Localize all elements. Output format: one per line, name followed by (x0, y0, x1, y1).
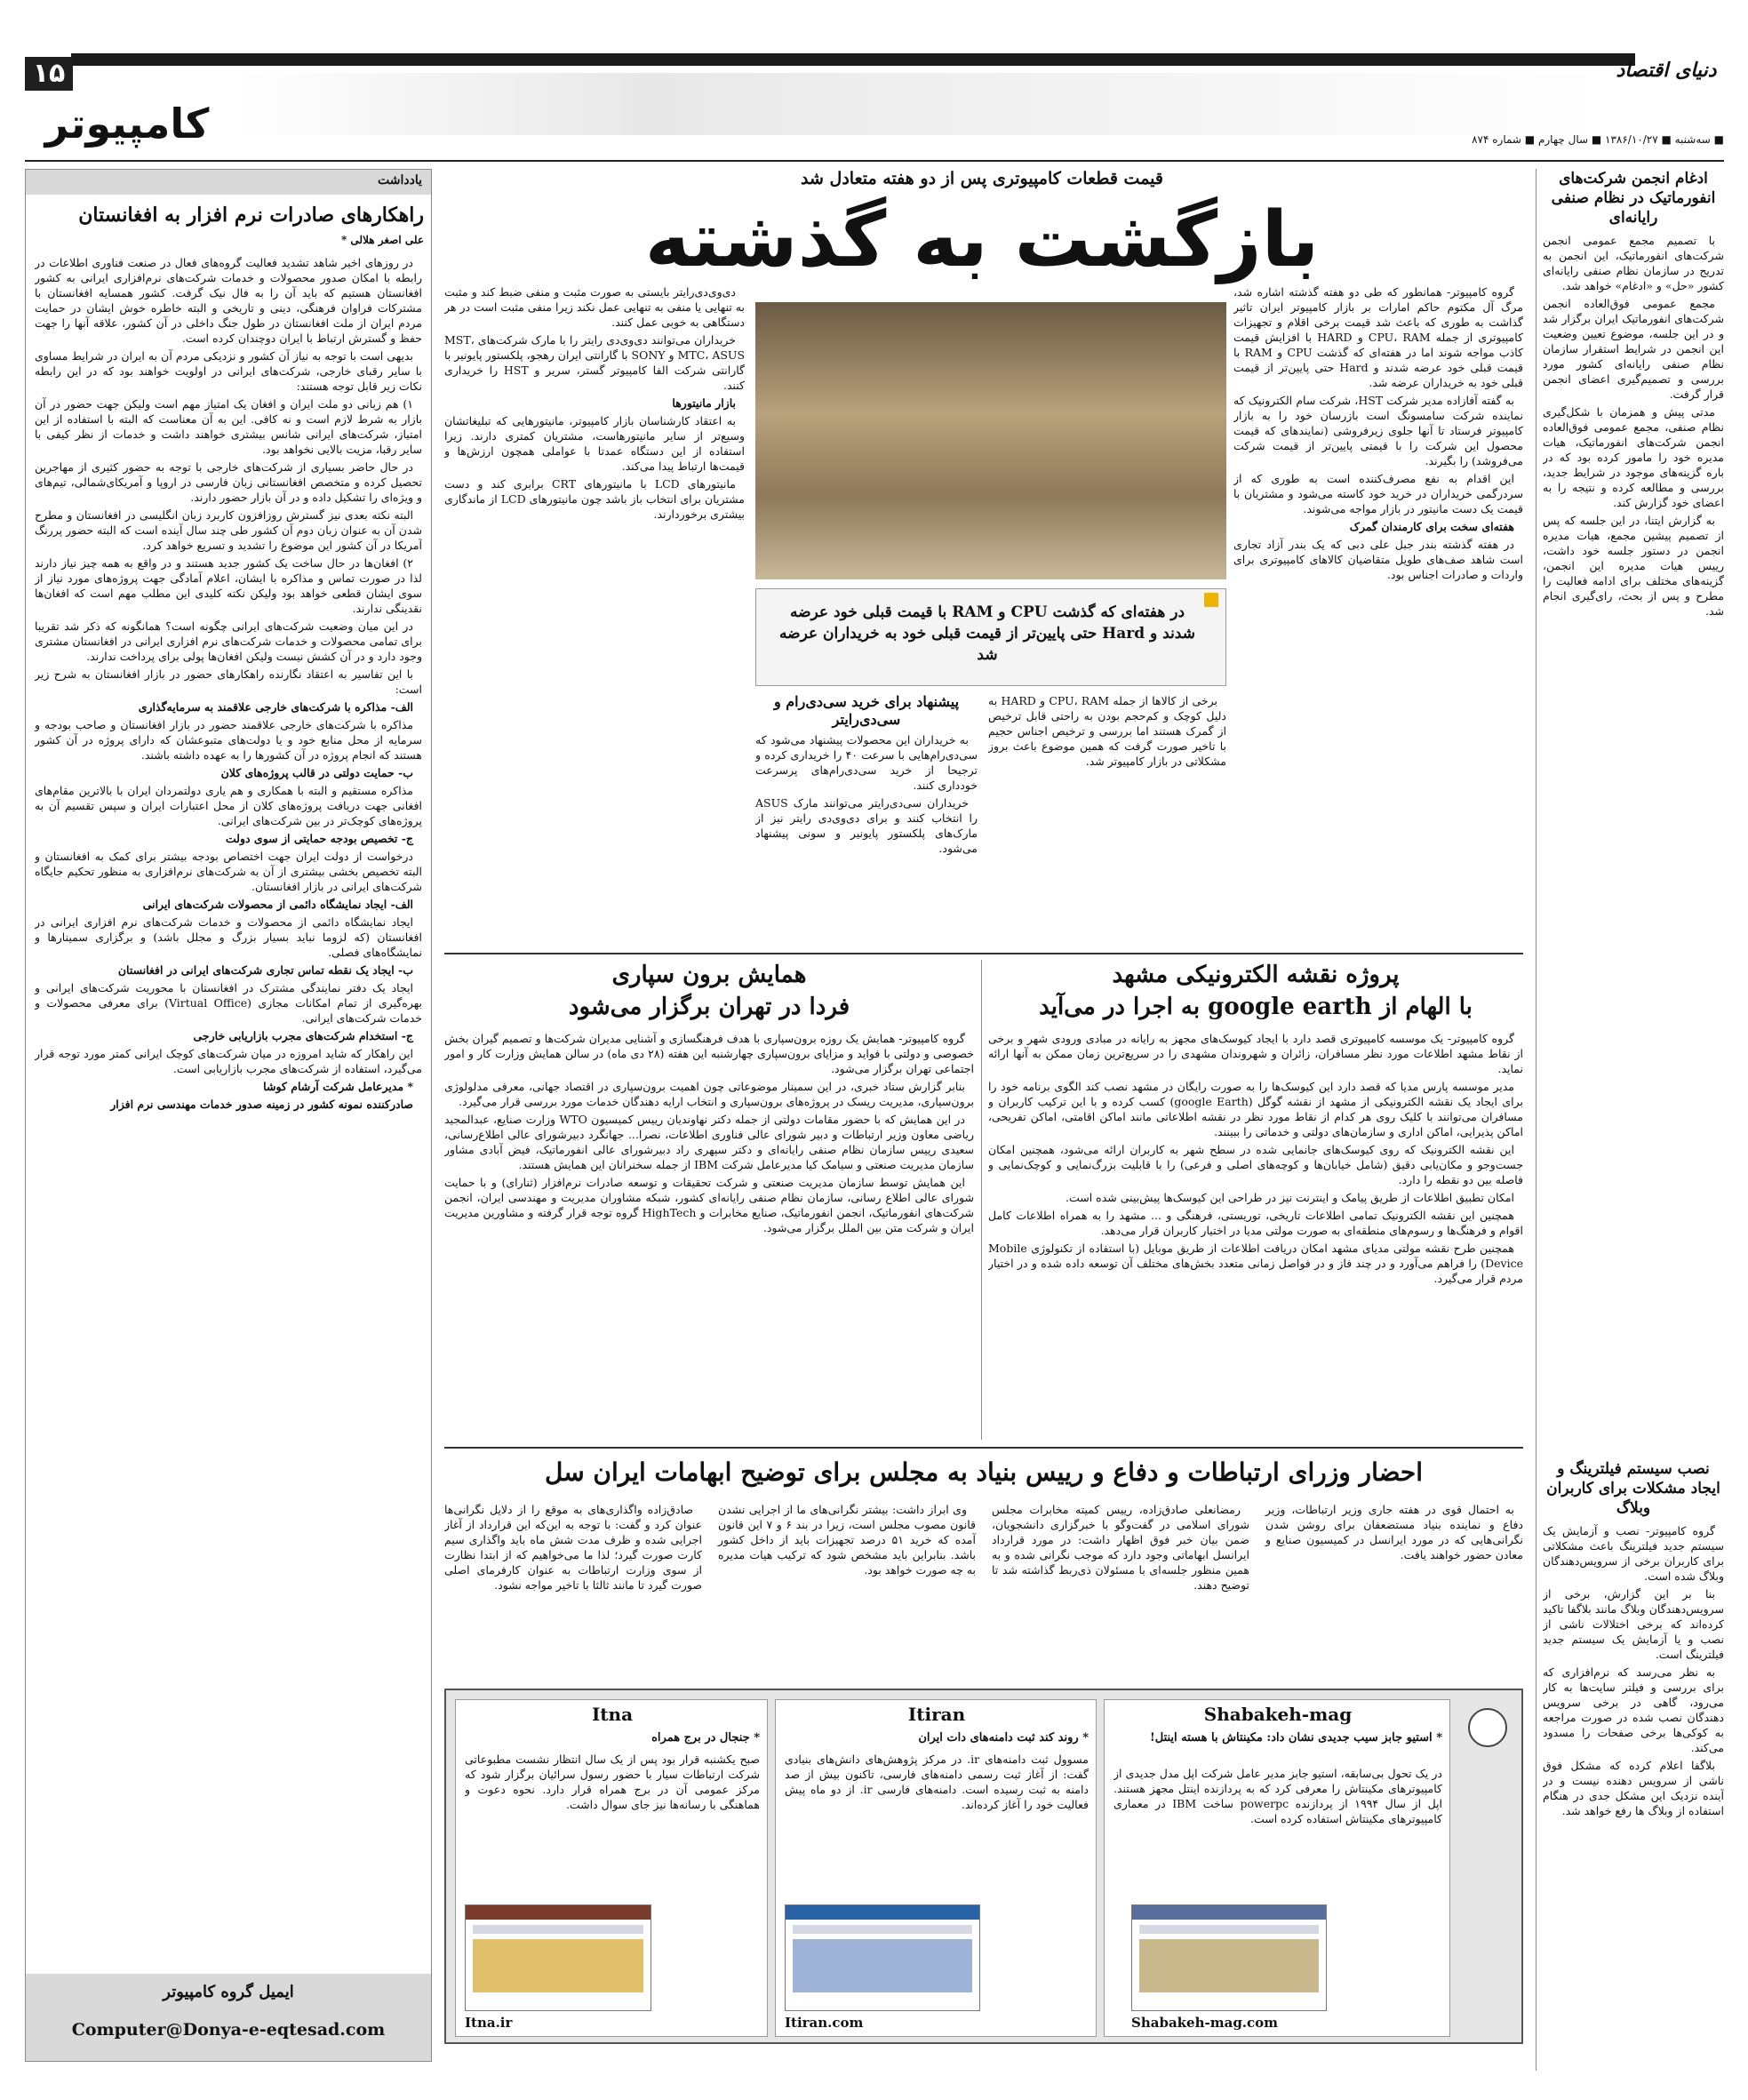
pullquote-box: در هفته‌ای که گذشت CPU و RAM با قیمت قبلی خود عرضه شدند و Hard حتی پایین‌تر از قیمت قبلی خود به خریداران عرضه شد (755, 588, 1226, 686)
news-source-name: Itiran (907, 1704, 966, 1725)
news-source-url[interactable]: Itiran.com (785, 2015, 864, 2031)
world-map-banner (235, 73, 1604, 135)
subhead: الف- مذاکره با شرکت‌های خارجی علاقمند به سرمایه‌گذاری (138, 700, 413, 714)
news-item-title: * استیو جابز سیب جدیدی نشان داد: مکینتاش با هسته اینتل! (1150, 1731, 1442, 1745)
pullquote-marker (1204, 593, 1218, 607)
subhead: بازار مانیتورها (672, 396, 736, 410)
dateline: ■ سه‌شنبه ■ ۱۳۸۶/۱۰/۲۷ ■ سال چهارم ■ شماره ۸۷۴ (1472, 133, 1724, 146)
news-source-url[interactable]: Itna.ir (465, 2015, 513, 2031)
column-body: در روزهای اخیر شاهد تشدید فعالیت گروه‌های فعال در صنعت فناوری اطلاعات در رابطه با امکان صدور محصولات و خدمات شرکت‌های نرم‌افزاری ایرانی به کشور افغانستان هستیم که باید آن را به فال نیک گرفت. کشور همسایه افغانستان با مشترکات فراوان فرهنگی، دینی و تاریخی و البته خاطره خوش ایشان در حمایت مردم ایران از ملت افغانستان در طول جنگ داخلی در آن کشور، علاقه آنها را جهت حفظ و گسترش ارتباط با ایران دوچندان کرده است. بدیهی است با توجه به نیاز آن کشور و نزدیکی مردم آن به ایران در شرایط مساوی با سایر رقبای خارجی، شرکت‌های ایرانی در اولویت خواهند بود که در این رابطه نکات زیر قابل توجه هستند: ۱) هم زبانی دو ملت ایران و افغان یک امتیاز مهم است ولیکن جهت حضور در آن بازار به شرط لازم است و نه کافی. این به آن معناست که البته با استفاده از این امتیاز، شرکت‌های ایرانی شانس بیشتری خواهند داشت و خدمات از نظر کیفی با سایر رقبا، مزیت بالایی نخواهد بود. در حال حاضر بسیاری از شرکت‌های خارجی با توجه به حضور کثیری از مهاجرین تحصیل کرده و متخصص افغانستانی زبان فارسی در اروپا و آمریکای‌شمالی، تیم‌های و ویژه‌ای را تشکیل داده و در آن بازار حضور دارند. البته نکته بعدی نیز گسترش روزافزون کاربرد زبان انگلیسی در افغانستان و مطرح شدن آن به عنوان زبان دوم آن کشور طی چند سال آینده است که البته حضور پررنگ آمریکا در آن کشور این موضوع را تشدید و تسریع خواهد کرد. ۲) افغان‌ها در حال ساخت یک کشور جدید هستند و در واقع به همه چیز نیاز دارند لذا در صورت تماس و مذاکره با ایشان، اعلام آمادگی جهت پروژه‌های مورد نیاز از سوی ایشان قطعی خواهد بود ولیکن نکته کلیدی این مطلب مهم است که افغان‌ها نقدینگی ندارند. در این میان وضعیت شرکت‌های ایرانی چگونه است؟ همانگونه که ذکر شد تقریبا برای تمامی محصولات و خدمات شرکت‌های نرم افزاری ایرانی در افغانستان مشتری وجود دارد و در آن کشش نیست ولیکن افغان‌ها پولی برای پرداخت ندارند. با این تفاسیر به اعتقاد نگارنده راهکارهای حضور در بازار افغانستان به شرح زیر است: الف- مذاکره با شرکت‌های خارجی علاقمند به سرمایه‌گذاری مذاکره با شرکت‌های خارجی علاقمند حضور در بازار افغانستان و صاحب بودجه و سرمایه از محل منابع خود و یا دولت‌های متبوعشان که دارای پروژه در آن کشور هستند که انجام پروژه در آن کشورها را به عهده داشته باشند. ب- حمایت دولتی در قالب پروژه‌های کلان مذاکره مستقیم و البته با همکاری و هم یاری دولتمردان ایران با بالاترین مقام‌های افغانی جهت دریافت پروژه‌های کلان از محل اعتبارات ایران و سپس تقسیم آن به پروژه‌های کوچک‌تر در بین شرکت‌های ایرانی. ج- تخصیص بودجه حمایتی از سوی دولت درخواست از دولت ایران جهت اختصاص بودجه بیشتر برای کمک به افغانستان و البته تخصیص بخشی بیشتری از آن به شرکت‌های نرم‌افزاری به منظور تحکیم جایگاه شرکت‌های ایرانی در بازار افغانستان. الف- ایجاد نمایشگاه دائمی از محصولات شرکت‌های ایرانی ایجاد نمایشگاه دائمی از محصولات و خدمات شرکت‌های نرم افزاری ایرانی در افغانستان (که لزوما نباید بسیار بزرگ و مجلل باشد) و برگزاری سمینارها و نمایشگاه‌های فصلی. ب- ایجاد یک نقطه تماس تجاری شرکت‌های ایرانی در افغانستان ایجاد یک دفتر نمایندگی مشترک در افغانستان با محوریت شرکت‌های ایرانی و بهره‌گیری از تمام امکانات مجازی (Virtual Office) برای معرفی محصولات و خدمات شرکت‌های ایرانی. ج- استخدام شرکت‌های مجرب بازاریابی خارجی این راهکار که شاید امروزه در میان شرکت‌های کوچک ایرانی کمتر مورد توجه قرار می‌گیرد، استفاده از شرکت‌های مجرب بازاریابی است. * مدیرعامل شرکت آرشام کوشا صادرکننده نمونه کشور در زمینه صدور خدمات مهندسی نرم افزار (35, 256, 422, 1111)
main-col-2b: پیشنهاد برای خرید سی‌دی‌رام و سی‌دی‌رایتر به خریداران این محصولات پیشنهاد می‌شود که سی‌دی‌رام‌هایی با سرعت ۴۰ را خریداری کرده و ترجیحا از خرید سی‌دی‌رام‌های پرسرعت خودداری کنند. خریداران سی‌دی‌رایتر می‌توانند مارک ASUS را انتخاب کنند و برای دی‌وی‌دی رایتر نیز از مارک‌های پلکستور پایونیر و سونی پیشنهاد می‌شود. (755, 693, 978, 855)
subhead: الف- ایجاد نمایشگاه دائمی از محصولات شرکت‌های ایرانی (142, 898, 413, 911)
news-item-title: * روند کند ثبت دامنه‌های دات ایران (918, 1731, 1089, 1745)
main-col-1: گروه کامپیوتر- همانطور که طی دو هفته گذشته اشاره شد، مرگ آل مکتوم حاکم امارات بر بازار کامپیوتر ایران تاثیر گذاشت به طوری که باعث شد قیمت برخی اقلام و تجهیزات کامپیوتری از جمله CPU، RAM و HARD با افزایش قیمت کاذب مواجه شوند اما در هفته‌ای که گذشت CPU و RAM با قیمت قبلی خود عرضه شدند و Hard حتی پایین‌تر از قیمت قبلی خود به خریداران عرضه شد. به گفته آفازاده مدیر شرکت HST، شرکت سام الکترونیک که نماینده شرکت سامسونگ است بازرسان خود را به بازار کامپیوتر فرستاد تا آنها جلوی زیرفروشی (نمایندهای که قیمت محصول این شرکت را با قیمتی پایین‌تر از قیمت شرکت می‌فروشد) را بگیرند. این اقدام به نفع مصرف‌کننده است به طوری که از سردرگمی خریداران در خرید خود کاسته می‌شود و مشتریان با قیمت یک دست مانیتور در بازار مواجه می‌شوند. هفته‌ای سخت برای کارمندان گمرک در هفته گذشته بندر جبل علی دبی که یک بندر آزاد تجاری است شاهد صف‌های طویل متقاضیان کالاهای کامپیوتری برای واردات و صادرات اجناس بود. (1233, 285, 1523, 581)
news-source-name: Shabakeh-mag (1203, 1704, 1353, 1725)
news-item-shabakeh (1104, 1699, 1450, 2037)
column-author: علی اصغر هلالی * (340, 234, 424, 246)
subhead: پیشنهاد برای خرید سی‌دی‌رام و سی‌دی‌رایتر (773, 693, 960, 728)
email-box (26, 1974, 431, 2061)
globe-icon (1468, 1708, 1507, 1747)
subhead: ب- ایجاد یک نقطه تماس تجاری شرکت‌های ایرانی در افغانستان (117, 963, 413, 977)
website-screenshot (1131, 1904, 1327, 2011)
subhead: هفته‌ای سخت برای کارمندان گمرک (1349, 520, 1514, 533)
right-story-title: ادغام انجمن شرکت‌های انفورماتیک در نظام صنفی رایانه‌ای (1551, 170, 1716, 227)
market-photo (755, 302, 1226, 579)
page-number-badge: ۱۵ (25, 57, 73, 91)
section-title: کامپیوتر (44, 100, 210, 148)
column-title: راهکارهای صادرات نرم افزار به افغانستان (78, 204, 424, 227)
subhead: ج- استخدام شرکت‌های مجرب بازاریابی خارجی (193, 1029, 413, 1042)
ministers-headline: احضار وزرای ارتباطات و دفاع و رییس بنیاد به مجلس برای توضیح ابهامات ایران سل (545, 1457, 1423, 1487)
subhead: ج- تخصیص بودجه حمایتی از سوی دولت (225, 832, 413, 845)
column-label-bar (26, 170, 431, 195)
news-item-itna (455, 1699, 768, 2037)
main-headline: بازگشت به گذشته (644, 196, 1320, 284)
right-story-body: با تصمیم مجمع عمومی انجمن شرکت‌های انفورماتیک، این انجمن به تدریج در سازمان نظام صنفی رایانه‌ای کشور «حل» و «ادغام» خواهد شد. مجمع عمومی فوق‌العاده انجمن شرکت‌های انفورماتیک ایران برگزار شد و در این جلسه، موضوع تعیین وضعیت این انجمن در شرایط استقرار سازمان نظام صنفی رایانه‌ای کشور مورد بررسی و تصمیم‌گیری اعضای انجمن قرار گرفت. مدتی پیش و همزمان با شکل‌گیری نظام صنفی، مجمع عمومی فوق‌العاده انجمن شرکت‌های انفورماتیک، هیات مدیره خود را مامور کرده بود که در باره گزینه‌های موجود در شرایط جدید، بررسی و مطالعه کرده و نتیجه را به اعضای خود گزارش کند. به گزارش ایتنا، در این جلسه که پس از تصمیم پیشین مجمع، هیات مدیره انجمن در دستور جلسه خود داشت، رییس هیات مدیره این انجمن، گزینه‌های مختلف برای ادامه فعالیت را مطرح و پس از بحث، رای‌گیری انجام شد. (1543, 234, 1724, 618)
website-screenshot (785, 1904, 980, 2011)
news-source-url[interactable]: Shabakeh-mag.com (1131, 2015, 1279, 2031)
author-note: * مدیرعامل شرکت آرشام کوشا (263, 1080, 413, 1093)
news-item-title: * جنجال در برج همراه (651, 1731, 760, 1745)
news-box (444, 1689, 1523, 2044)
outsourcing-headline-1: همایش برون سپاری (611, 962, 807, 988)
news-source-name: Itna (591, 1704, 634, 1725)
mashhad-headline-1: پروژه نقشه الکترونیکی مشهد (1112, 962, 1400, 988)
newspaper-logo: دنیای اقتصاد (1616, 59, 1717, 82)
main-col-3: دی‌وی‌دی‌رایتر بایستی به صورت مثبت و منفی ضبط کند و مثبت به تنهایی یا منفی به تنهایی عمل نکند زیرا منفی مثبت است در هر دستگاهی به خوبی عمل کنند. خریداران می‌توانند دی‌وی‌دی رایتر را با مارک شرکت‌های MST، MTC، ASUS و SONY با گارانتی ایران رهجو، پلکستور پایونیر با گارانتی شرکت الفا کامپیوتر گستر، سریر و HST را خریداری کنند. بازار مانیتورها به اعتقاد کارشناسان بازار کامپیوتر، مانیتورهایی که تبلیغاتشان وسیع‌تر از سایر مانیتورهاست، مشتریان کمتری دارند. زیرا استفاده از این دستگاه عمدتا با عواملی همچون ارزش‌ها و قیمت‌ها ارتباط پیدا می‌کند. مانیتورهای LCD با مانیتورهای CRT برابری کند و دست مشتریان برای انتخاب باز باشد چون مانیتورهای LCD از ماندگاری بیشتری برخوردارند. (444, 285, 745, 521)
main-col-2: برخی از کالاها از جمله CPU، RAM و HARD به دلیل کوچک و کم‌حجم بودن به راحتی قابل ترخیص از گمرک هستند اما بررسی و ترخیص اجناس حجیم با تاخیر صورت گرفت که همین موضوع باعث بروز مشکلاتی در بازار کامپیوتر شد. (988, 694, 1226, 768)
top-rule (71, 53, 1635, 66)
right-story2-body: گروه کامپیوتر- نصب و آزمایش یک سیستم جدید فیلترینگ باعث مشکلاتی برای کاربران برخی از سرویس‌دهندگان وبلاگ شده است. بنا بر این گزارش، برخی از سرویس‌دهندگان وبلاگ مانند بلاگفا تاکید کرده‌اند که برخی اختلالات ناشی از نصب و یا آزمایش یک سیستم جدید فیلترینگ است. به نظر می‌رسد که نرم‌افزاری که برای بررسی و فیلتر سایت‌ها به کار می‌رود، گاهی در برخی سرویس دهندگان نصب شده در صورت مراجعه به کوکی‌ها برخی صفحات را مسدود می‌کند. بلاگفا اعلام کرده که مشکل فوق ناشی از سرویس دهنده نیست و در آینده نزدیک این مشکل جدی در هنگام استفاده از وبلاگ ها رفع خواهد شد. (1543, 1524, 1724, 1817)
outsourcing-headline-2: فردا در تهران برگزار می‌شود (568, 994, 850, 1020)
news-item-text: در یک تحول بی‌سابقه، استیو جابز مدیر عامل شرکت اپل مدل جدیدی از کامپیوترهای مکینتاش را معرفی کرد که به پردازنده اینتل مجهز هستند. اپل از سال ۱۹۹۴ از پردازنده powerpc ساخت IBM در معماری کامپیوترهای مکینتاش استفاده کرده است. (1113, 1767, 1442, 1825)
author-note-detail: صادرکننده نمونه کشور در زمینه صدور خدمات مهندسی نرم افزار (110, 1098, 413, 1111)
mashhad-headline-2: با الهام از google earth به اجرا در می‌آید (1039, 994, 1473, 1020)
news-item-text: صبح یکشنبه قرار بود پس از یک سال انتظار نشست مطبوعاتی شرکت ارتباطات سیار با حضور رسول سرائیان برگزار شود که مرکز عمومی آن در برج همراه قرار دارد. نحوه دعوت و هماهنگی با رسانه‌ها نیز جای سوال داشت. (465, 1753, 760, 1811)
mashhad-body: گروه کامپیوتر- یک موسسه کامپیوتری قصد دارد با ایجاد کیوسک‌های مجهز به رایانه در مبادی ورودی شهر و برخی از نقاط مشهد اطلاعات مورد نظر مسافران، زائران و شهروندان مشهدی را در سریع‌ترین زمان ممکن به آنها ارائه نماید. مدیر موسسه پارس مدیا که قصد دارد این کیوسک‌ها را به صورت رایگان در مشهد نصب کند الگوی برنامه خود را برای ایجاد یک نقشه الکترونیکی از مشهد از نقشه گوگل (google Earth) کسب کرده و با این ترکیب کاربران و مسافران می‌توانند با کلیک روی هر کدام از نقاط مورد نظر در نقشه اطلاعاتی مانند اماکن اقامتی، اماکن تفریحی، اماکن پذیرایی، اماکن اداری و سازمان‌های دولتی و خدماتی را ببینند. این نقشه الکترونیک که روی کیوسک‌های جانمایی شده در سطح شهر به کاربران ارائه می‌شود، همچنین امکان جست‌وجو و مکان‌یابی دقیق (شامل خیابان‌ها و کوچه‌های اصلی و فرعی) را با قابلیت بزرگ‌نمایی و کوچک‌نمایی و فاصله بین دو نقطه را دارد. امکان تطبیق اطلاعات از طریق پیامک و اینترنت نیز در طراحی این کیوسک‌ها پیش‌بینی شده است. همچنین این نقشه الکترونیک تمامی اطلاعات تاریخی، توریستی، فرهنگی و ... مشهد را به همراه اطلاعات کامل اقوام و فرهنگ‌ها و رسوم‌های منطقه‌ای به صورت مولتی مدیا در اختیار کاربران قرار می‌دهد. همچنین طرح نقشه مولتی مدیای مشهد امکان دریافت اطلاعات از طریق موبایل (با استفاده از تکنولوژی Mobile Device) را فراهم می‌آورد و در چند فاز و در فواصل زمانی متعدد بخش‌های مختلف آن توسعه داده شده و در اختیار مردم قرار می‌گیرد. (988, 1032, 1523, 1285)
ministers-body: به احتمال قوی در هفته جاری وزیر ارتباطات، وزیر دفاع و نماینده بنیاد مستضعفان برای روشن شدن نگرانی‌هایی که در مورد ایرانسل در کمیسیون صنایع و معادن حضور خواهند یافت. رمضانعلی صادق‌زاده، رییس کمیته مخابرات مجلس شورای اسلامی در گفت‌وگو با خبرگزاری دانشجویان، ضمن بیان خبر فوق اظهار داشت: در مورد قرارداد ایرانسل ابهاماتی وجود دارد که موجب نگرانی شده و به همین منظور جلسه‌ای با مسئولان ذی‌ربط گذاشته شد تا توضیح دهند. وی ابراز داشت: بیشتر نگرانی‌های ما از اجرایی نشدن قانون مصوب مجلس است، زیرا در بند ۶ و ۷ این قانون آمده که خرید ۵۱ درصد تجهیزات باید از داخل کشور باشد. بنابراین باید مشخص شود که ترکیب هیات مدیره به چه صورت خواهد بود. صادق‌زاده واگذاری‌های به موقع را از دلایل نگرانی‌ها عنوان کرد و گفت: با توجه به این‌که این قرارداد از آغاز اجرایی شده و ظرف مدت شش ماه باید واگذاری سیم کارت صورت گیرد؛ لذا ما می‌خواهیم که از ابتدا نظارت از سوی وزارت ارتباطات به عنوان کارفرمای اصلی صورت گیرد تا مانند ثالثا با تاخیر مواجه نشود. (444, 1503, 1523, 1592)
email-address[interactable]: Computer@Donya-e-eqtesad.com (71, 2020, 386, 2040)
right-column (1543, 169, 1724, 2071)
outsourcing-body: گروه کامپیوتر- همایش یک روزه برون‌سپاری با هدف فرهنگسازی و آشنایی مدیران شرکت‌ها و تصمیم گیران بخش خصوصی و دولتی با فواید و مزایای برون‌سپاری چهارشنبه این هفته (۲۸ دی ماه) در سالن همایش وزارت کار و امور اجتماعی تهران برگزار می‌شود. بنابر گزارش ستاد خبری، در این سمینار موضوعاتی چون اهمیت برون‌سپاری در اقتصاد جهانی، معرفی مدلولوژی برون‌سپاری، مدیریت ریسک در پروژه‌های برون‌سپاری و انتخاب ارایه دهندگان خدمات مورد بررسی قرار می‌گیرد. در این همایش که با حضور مقامات دولتی از جمله دکتر نهاوندیان رییس کمیسیون WTO وزارت صنایع، عبدالمجید ریاضی معاون وزیر ارتباطات و دبیر شورای عالی فناوری اطلاعات، نصرا... جهانگرد دبیرشورای عالی اطلاع‌رسانی، سعیدی رییس سازمان نظام صنفی رایانه‌ای و دکتر سپهری راد دبیرشورای عالی انفورماتیک، فیض آبادی مشاور سازمان مدیریت صنعتی و سیامک کیا مدیرعامل شرکت IBM از جمله سخنرانان این همایش هستند. این همایش توسط سازمان مدیریت صنعتی و شرکت تحقیقات و توسعه صادرات نرم‌افزار (ثنارای) و با حمایت شورای عالی اطلاع رسانی، سازمان نظام صنفی رایانه‌ای کشور، شبکه مشاوران مدیریت و مهندسی ایران، انجمن شرکت‌های انفورماتیک، انجمن انفورماتیک، صنایع مخابرات و HighTech گروه توجه قرار گرفته و مشاورین مدیریت ایران و شرکت متن بین الملل برگزار می‌شود. (444, 1032, 974, 1234)
website-screenshot (465, 1904, 651, 2011)
left-sidebar (25, 169, 432, 2062)
email-label: ایمیل گروه کامپیوتر (163, 1983, 294, 2001)
news-item-text: مسوول ثبت دامنه‌های ir. در مرکز پژوهش‌های دانش‌های بنیادی گفت: از آغاز ثبت رسمی دامنه‌های فارسی، تاکنون بیش از صد دامنه به ثبت رسیده است. دامنه‌های فارسی ir. از دو ماه پیش فعالیت خود را آغاز کرده‌اند. (785, 1753, 1089, 1811)
column-label: یادداشت (378, 173, 422, 188)
main-kicker: قیمت قطعات کامپیوتری پس از دو هفته متعادل شد (801, 169, 1163, 188)
right-story2-title: نصب سیستم فیلترینگ و ایجاد مشکلات برای کاربران وبلاگ (1546, 1460, 1720, 1517)
subhead: ب- حمایت دولتی در قالب پروژه‌های کلان (220, 766, 413, 779)
news-item-itiran (775, 1699, 1097, 2037)
